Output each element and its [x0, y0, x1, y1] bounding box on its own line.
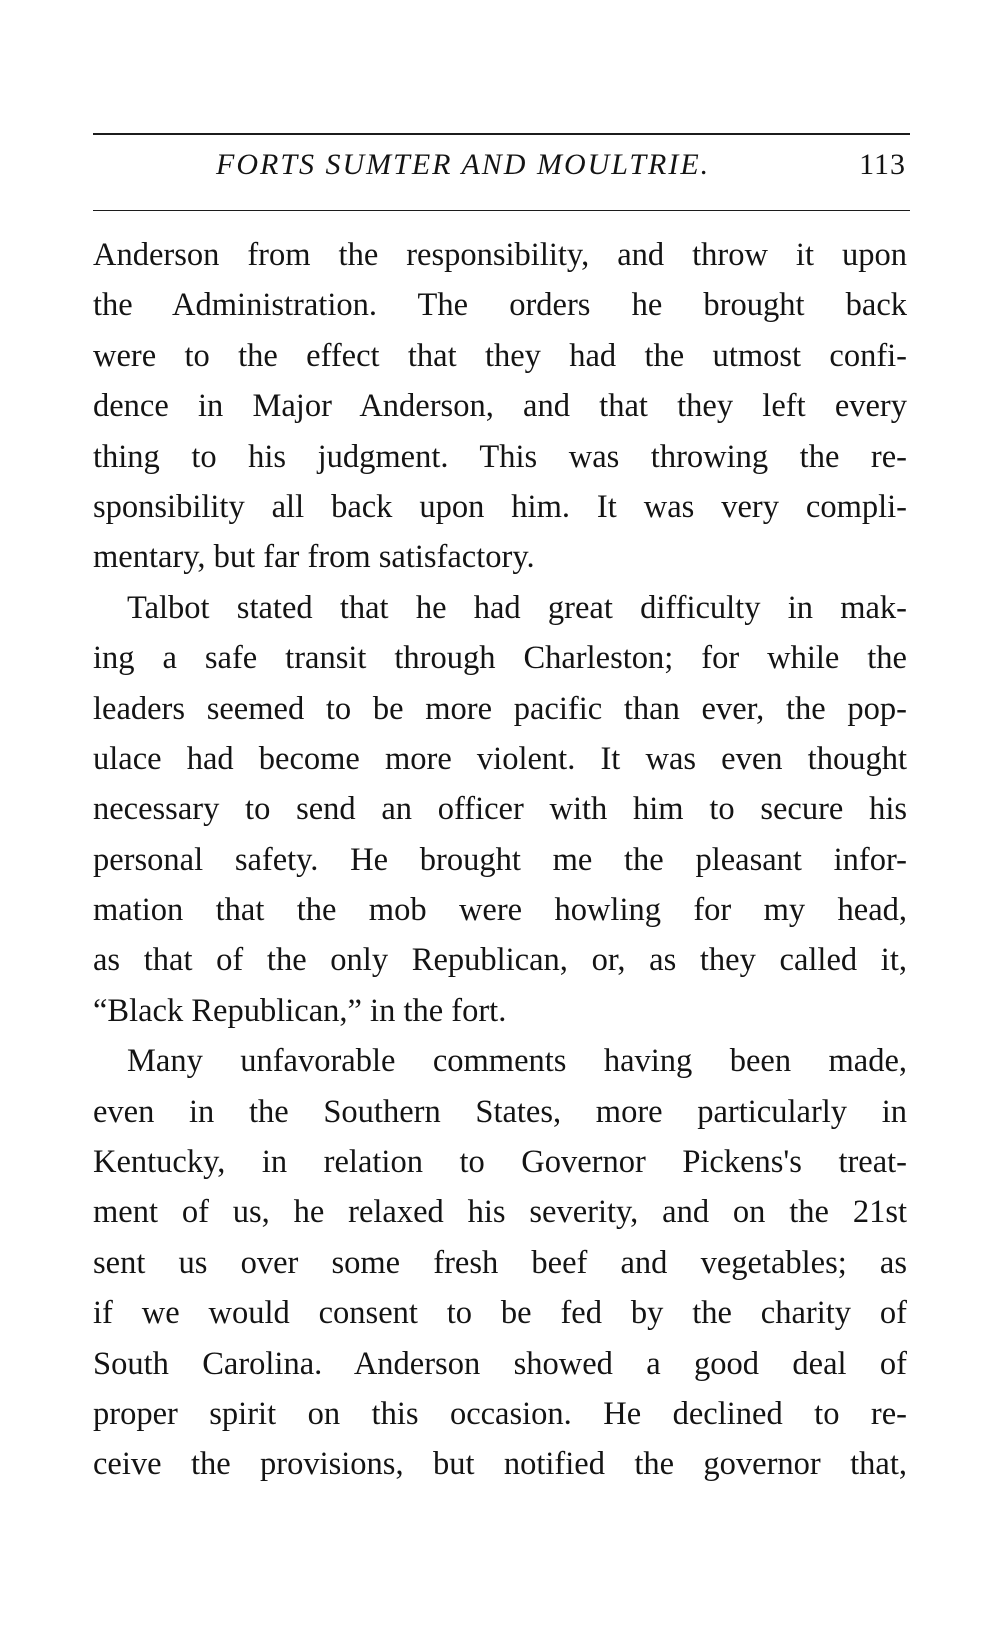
running-head: [93, 148, 910, 192]
text-line: sponsibility all back upon him. It was very compli-: [93, 488, 907, 525]
text-line: necessary to send an officer with him to secure his: [93, 791, 907, 828]
text-line: personal safety. He brought me the pleasant infor-: [93, 841, 907, 878]
text-line: leaders seemed to be more pacific than ever, the pop-: [93, 690, 907, 727]
header-rule-bottom: [93, 210, 910, 211]
text-line: ulace had become more violent. It was even thought: [93, 740, 907, 777]
text-line: dence in Major Anderson, and that they left every: [93, 388, 907, 425]
text-line: the Administration. The orders he brought back: [93, 287, 907, 324]
text-line: if we would consent to be fed by the charity of: [93, 1295, 907, 1332]
paragraph-last-line: “Black Republican,” in the fort.: [93, 992, 507, 1029]
paragraph-first-line: Many unfavorable comments having been made,: [127, 1043, 907, 1080]
text-line: South Carolina. Anderson showed a good deal of: [93, 1345, 907, 1382]
text-line: sent us over some fresh beef and vegetables; as: [93, 1244, 907, 1281]
page-number: 113: [859, 148, 906, 181]
text-line: ceive the provisions, but notified the governor that,: [93, 1446, 907, 1483]
text-line: as that of the only Republican, or, as they called it,: [93, 942, 907, 979]
header-rule-top: [93, 133, 910, 135]
text-line: ing a safe transit through Charleston; for while the: [93, 640, 907, 677]
text-line: even in the Southern States, more particularly in: [93, 1093, 907, 1130]
text-line: Anderson from the responsibility, and throw it upon: [93, 237, 907, 273]
text-line: mation that the mob were howling for my head,: [93, 892, 907, 929]
text-line: were to the effect that they had the utmost confi-: [93, 337, 907, 374]
paragraph-first-line: Talbot stated that he had great difficulty in mak-: [127, 589, 907, 626]
text-line: thing to his judgment. This was throwing the re-: [93, 438, 907, 475]
text-line: Kentucky, in relation to Governor Pickens's treat-: [93, 1144, 907, 1181]
text-line: proper spirit on this occasion. He declined to re-: [93, 1395, 907, 1432]
body-text: [93, 230, 907, 1490]
running-title: FORTS SUMTER AND MOULTRIE.: [216, 148, 711, 181]
paragraph-last-line: mentary, but far from satisfactory.: [93, 539, 535, 576]
text-line: ment of us, he relaxed his severity, and on the 21st: [93, 1194, 907, 1231]
